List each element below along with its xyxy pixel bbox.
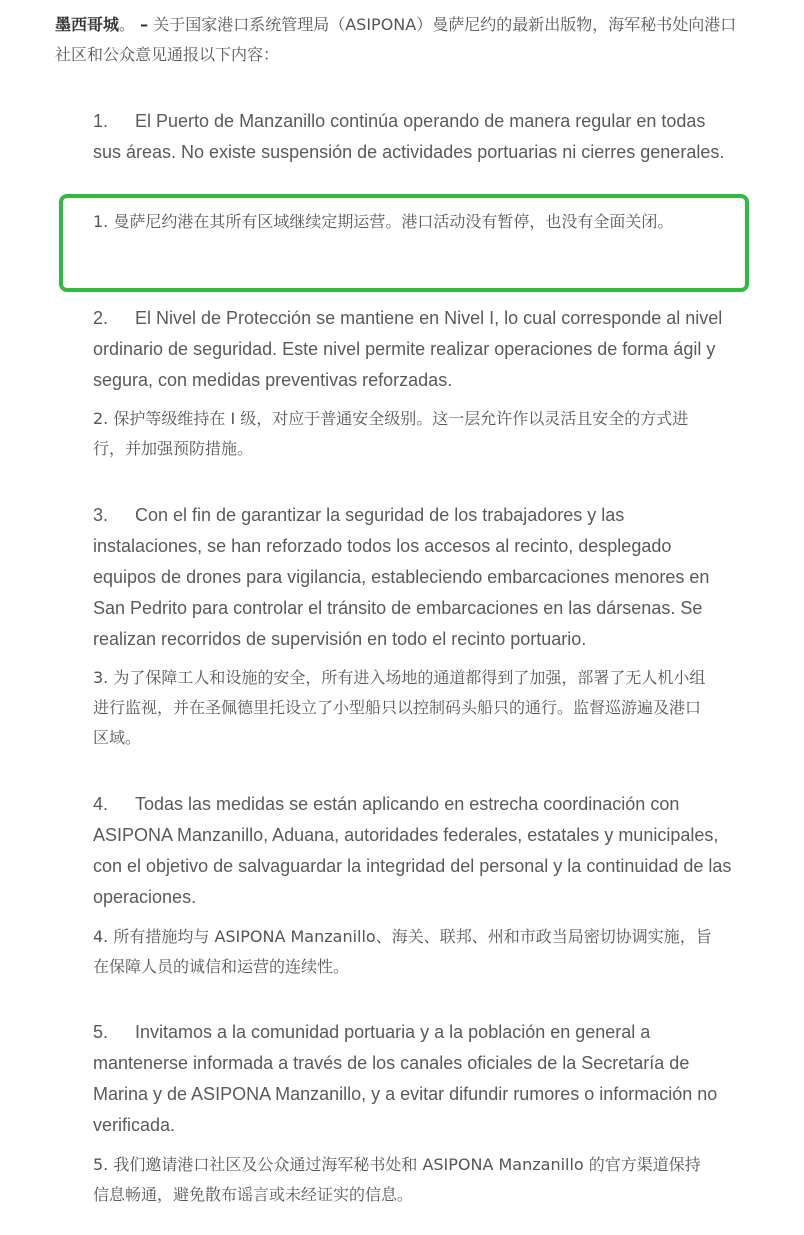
item-5-chinese: 5. 我们邀请港口社区及公众通过海军秘书处和 ASIPONA Manzanillo 的官方渠道保持信息畅通，避免散布谣言或未经证实的信息。 (93, 1155, 701, 1204)
item-1-number: 1. (93, 111, 109, 131)
item-2-spanish-text: El Nivel de Protección se mantiene en Nivel I, lo cual corresponde al nivel ordinario de seguridad. Este nivel permite realizar operaciones de forma ágil y segura, con medidas preventivas reforzadas. (93, 308, 723, 390)
item-3-spanish-text: Con el fin de garantizar la seguridad de los trabajadores y las instalaciones, se han reforzado todos los accesos al recinto, desplegado equipos de drones para vigilancia, estableciendo embarcaciones menores en San Pedrito para controlar el tránsito de embarcaciones en las dársenas. Se realizan recorridos de supervisión en todo el recinto portuario. (93, 505, 710, 649)
item-4-spanish-text: Todas las medidas se están aplicando en estrecha coordinación con ASIPONA Manzanillo, Aduana, autoridades federales, estatales y municipales, con el objetivo de salvaguardar la integridad del personal y la continuidad de las operaciones. (93, 794, 732, 907)
item-4-spanish (93, 789, 733, 913)
intro-paragraph (55, 10, 745, 70)
intro-text: 关于国家港口系统管理局（ASIPONA）曼萨尼约的最新出版物，海军秘书处向港口社区和公众意见通报以下内容： (55, 15, 737, 64)
dateline-dash: – (140, 15, 149, 34)
item-1-spanish (93, 106, 733, 168)
item-5-spanish (93, 1017, 733, 1141)
item-2-spanish (93, 303, 733, 396)
dateline-punct: 。 (119, 15, 136, 34)
item-2-number: 2. (93, 308, 109, 328)
dateline-place: 墨西哥城 (55, 15, 120, 34)
item-4-number: 4. (93, 794, 109, 814)
item-5-spanish-text: Invitamos a la comunidad portuaria y a la población en general a mantenerse informada a través de los canales oficiales de la Secretaría de Marina y de ASIPONA Manzanillo, y a evitar difundir rumores o información no verificada. (93, 1022, 718, 1135)
item-3-spanish (93, 500, 733, 655)
item-4-chinese: 4. 所有措施均与 ASIPONA Manzanillo、海关、联邦、州和市政当局密切协调实施，旨在保障人员的诚信和运营的连续性。 (93, 927, 712, 976)
item-1-spanish-text: El Puerto de Manzanillo continúa operando de manera regular en todas sus áreas. No existe suspensión de actividades portuarias ni cierres generales. (93, 111, 725, 162)
item-5-number: 5. (93, 1022, 109, 1042)
item-3-chinese: 3. 为了保障工人和设施的安全，所有进入场地的通道都得到了加强，部署了无人机小组进行监视，并在圣佩德里托设立了小型船只以控制码头船只的通行。监督巡游遍及港口区域。 (93, 668, 706, 747)
item-3-number: 3. (93, 505, 109, 525)
item-2-chinese: 2. 保护等级维持在 I 级，对应于普通安全级别。这一层允许作以灵活且安全的方式进行，并加强预防措施。 (93, 409, 689, 458)
item-1-chinese: 1. 曼萨尼约港在其所有区域继续定期运营。港口活动没有暂停，也没有全面关闭。 (93, 212, 674, 231)
